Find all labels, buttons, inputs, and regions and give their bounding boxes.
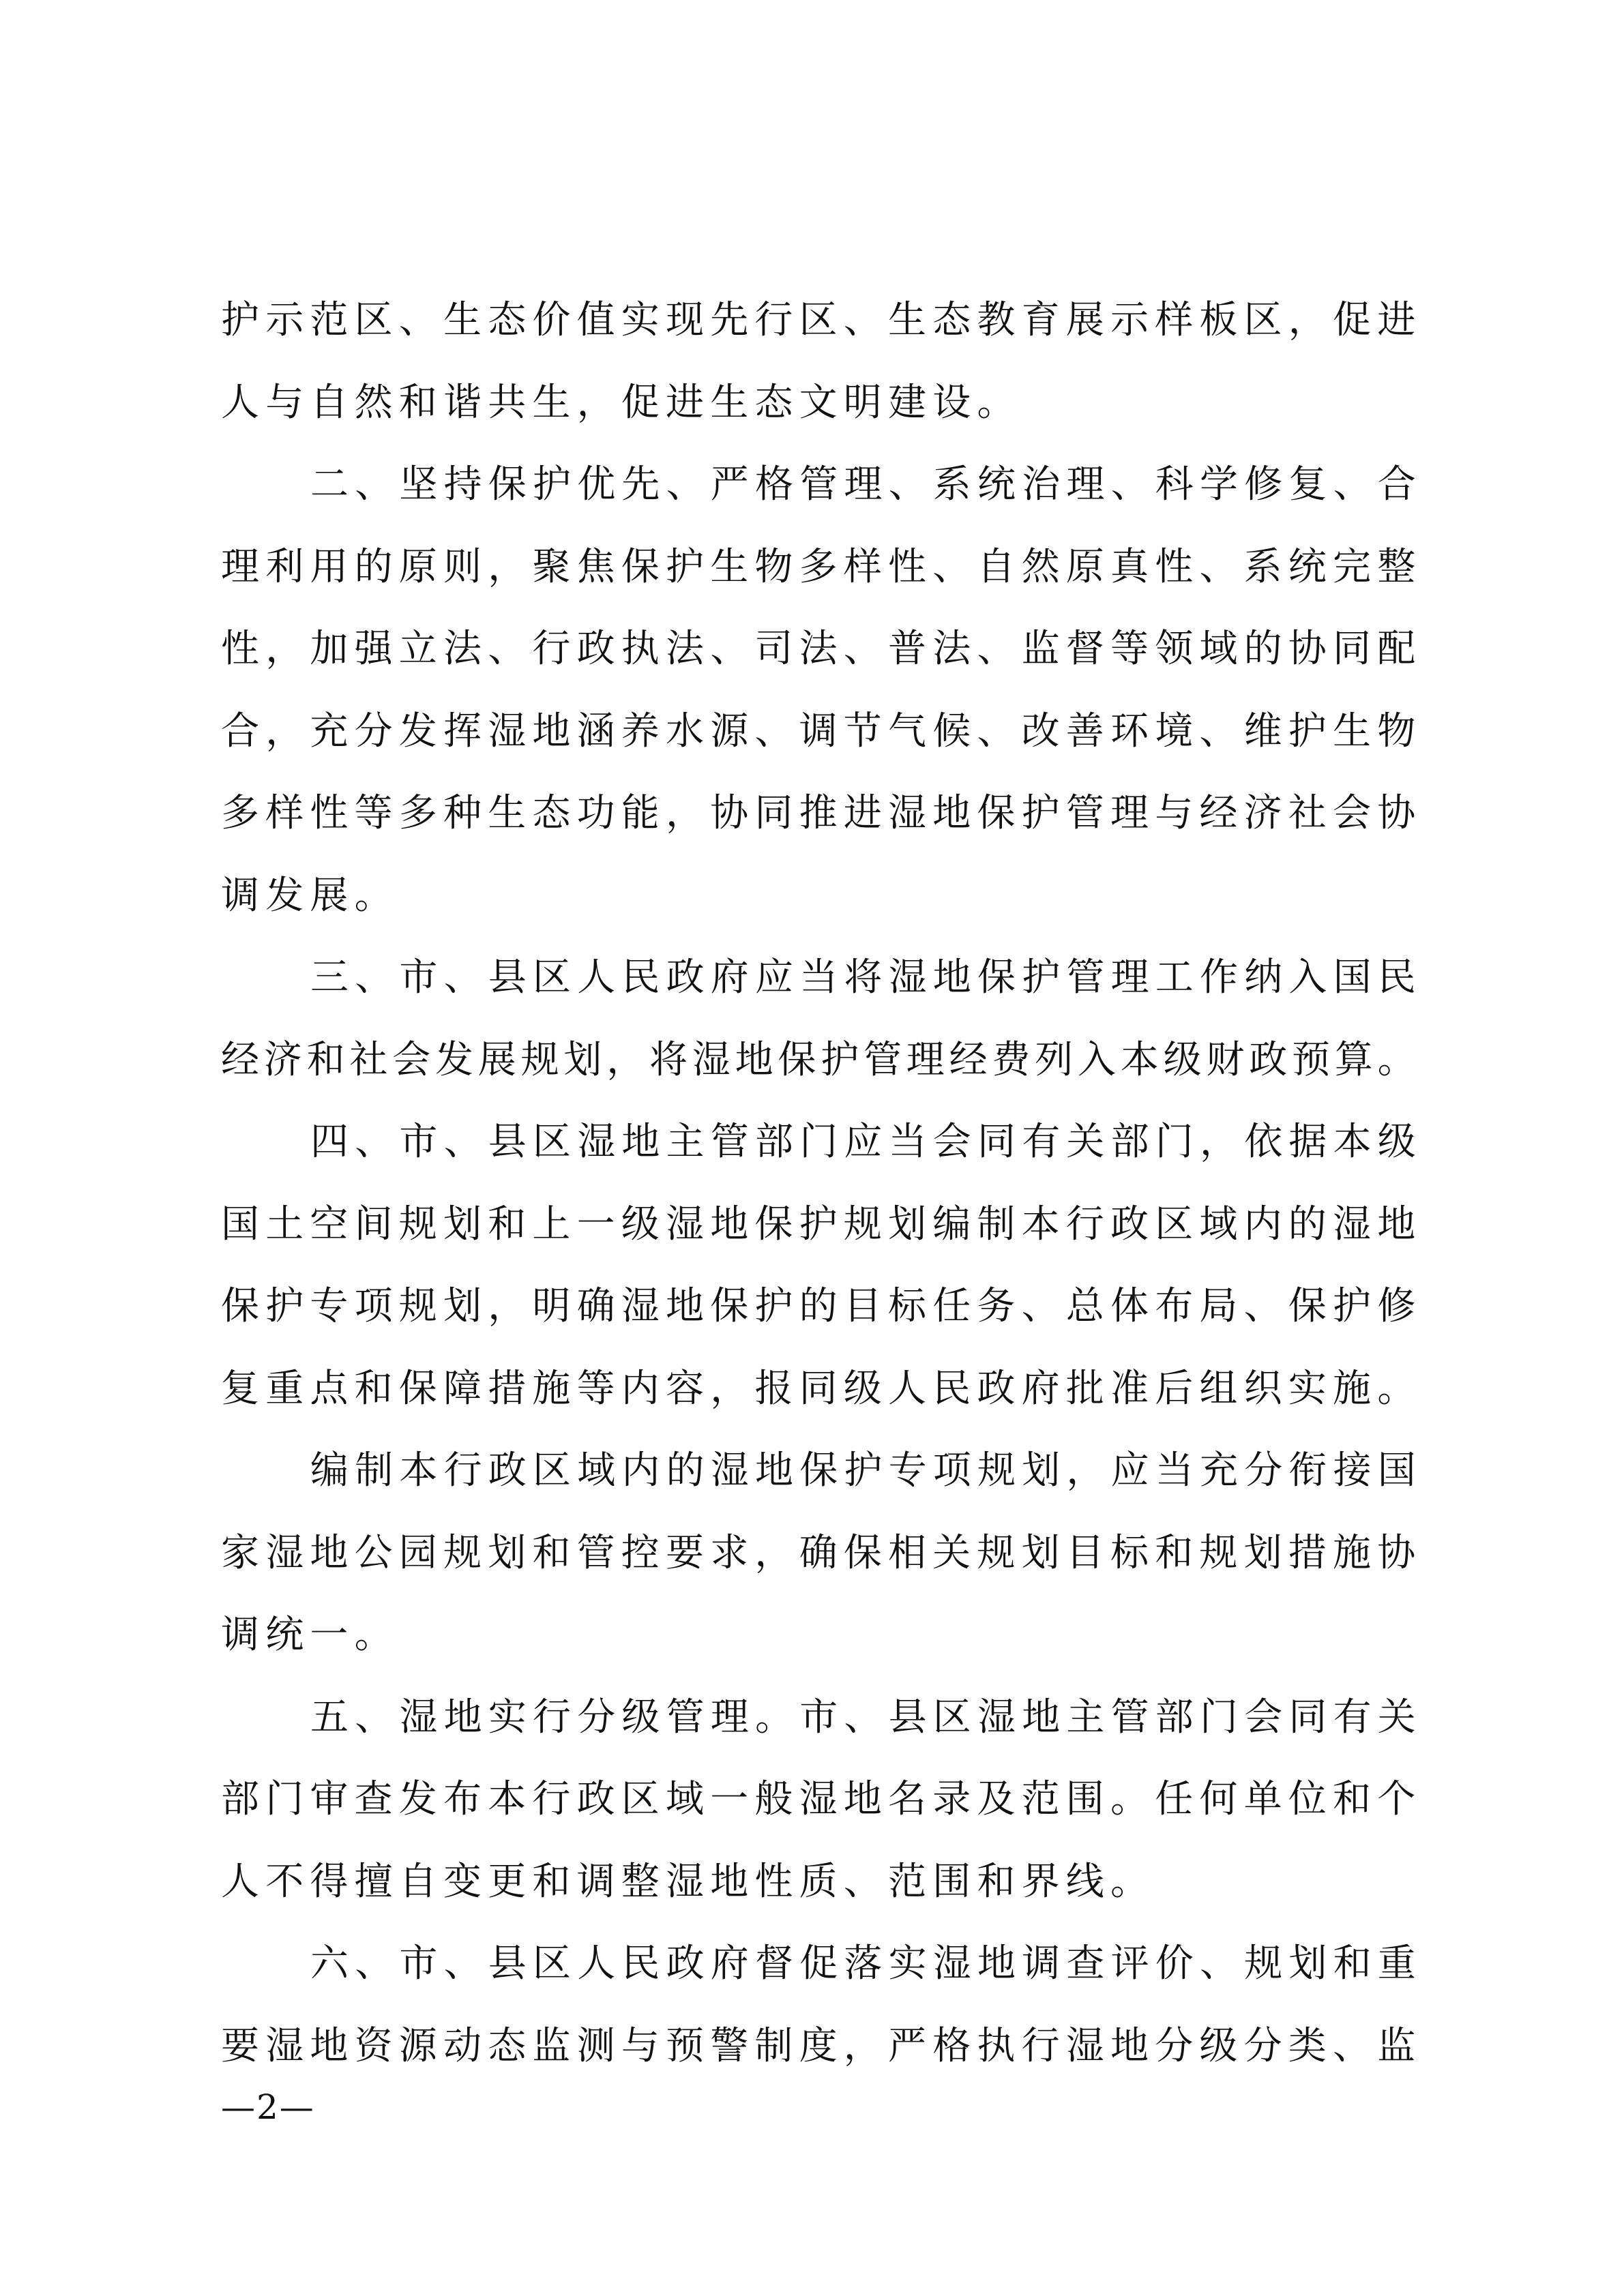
text-line: 国土空间规划和上一级湿地保护规划编制本行政区域内的湿地 — [221, 1202, 1422, 1247]
text-line: 五、湿地实行分级管理。市、县区湿地主管部门会同有关 — [310, 1695, 1422, 1740]
text-line: 性，加强立法、行政执法、司法、普法、监督等领域的协同配 — [221, 627, 1422, 671]
text-line: 合，充分发挥湿地涵养水源、调节气候、改善环境、维护生物 — [221, 709, 1422, 754]
text-line: 经济和社会发展规划，将湿地保护管理经费列入本级财政预算。 — [221, 1037, 1421, 1082]
text-line: 三、市、县区人民政府应当将湿地保护管理工作纳入国民 — [310, 955, 1422, 1000]
paragraph-item-6 — [221, 1923, 1435, 2087]
paragraph-item-4-sub — [221, 1430, 1435, 1677]
paragraph-item-3 — [221, 937, 1435, 1101]
text-line: 家湿地公园规划和管控要求，确保相关规划目标和规划措施协 — [221, 1530, 1422, 1575]
text-line: 六、市、县区人民政府督促落实湿地调查评价、规划和重 — [310, 1941, 1422, 1986]
text-line: 部门审查发布本行政区域一般湿地名录及范围。任何单位和个 — [221, 1777, 1422, 1821]
paragraph-continued — [221, 280, 1435, 444]
paragraph-item-4 — [221, 1101, 1435, 1430]
paragraph-item-5 — [221, 1677, 1435, 1924]
text-line: 要湿地资源动态监测与预警制度，严格执行湿地分级分类、监 — [221, 2023, 1422, 2068]
text-line: 人不得擅自变更和调整湿地性质、范围和界线。 — [221, 1859, 1155, 1904]
text-line: 多样性等多种生态功能，协同推进湿地保护管理与经济社会协 — [221, 791, 1422, 835]
text-line: 调发展。 — [221, 873, 399, 918]
paragraph-item-2 — [221, 444, 1435, 937]
text-line: 调统一。 — [221, 1613, 399, 1657]
document-body — [221, 280, 1435, 2087]
text-line: 二、坚持保护优先、严格管理、系统治理、科学修复、合 — [310, 462, 1422, 507]
text-line: 复重点和保障措施等内容，报同级人民政府批准后组织实施。 — [221, 1366, 1422, 1411]
text-line: 护示范区、生态价值实现先行区、生态教育展示样板区，促进 — [221, 298, 1422, 342]
text-line: 保护专项规划，明确湿地保护的目标任务、总体布局、保护修 — [221, 1284, 1422, 1328]
text-line: 四、市、县区湿地主管部门应当会同有关部门，依据本级 — [310, 1120, 1422, 1164]
text-line: 编制本行政区域内的湿地保护专项规划，应当充分衔接国 — [310, 1448, 1422, 1493]
text-line: 理利用的原则，聚焦保护生物多样性、自然原真性、系统完整 — [221, 544, 1422, 589]
text-line: 人与自然和谐共生，促进生态文明建设。 — [221, 380, 1022, 425]
page-number: —2— — [221, 2087, 315, 2127]
